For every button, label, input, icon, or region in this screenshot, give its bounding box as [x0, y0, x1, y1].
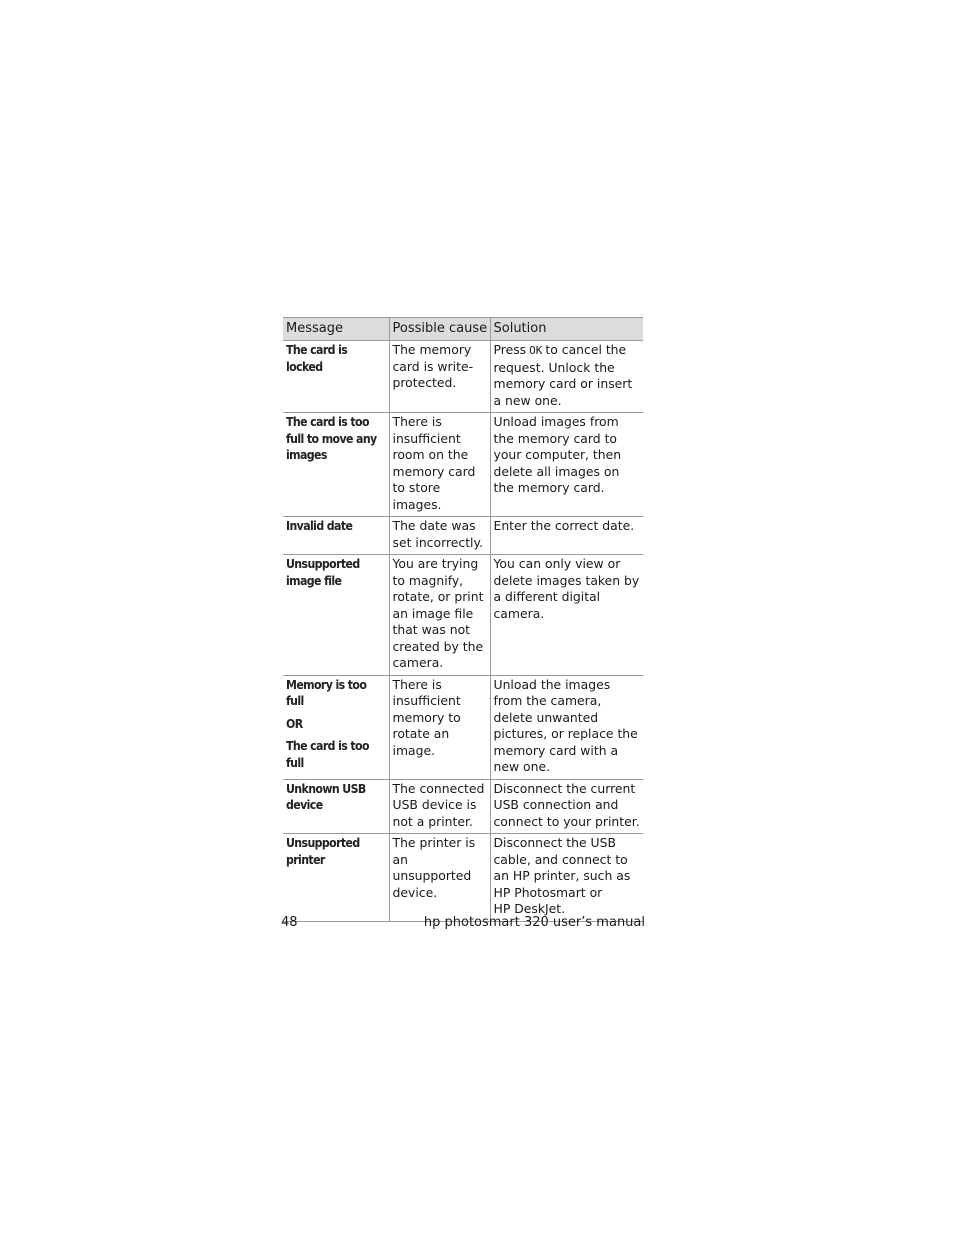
message-cell: Invalid date [283, 517, 389, 555]
table-row [283, 517, 643, 555]
solution-text: to cancel the request. Unlock the memory card or insert a new one. [493, 342, 633, 408]
solution-cell: Unload images from the memory card to your computer, then delete all images on the memory card. [490, 413, 643, 517]
table-row [283, 413, 643, 517]
solution-text: Press [493, 342, 527, 357]
cause-cell: There is insufficient memory to rotate an image. [389, 675, 490, 779]
message-cell: The card is too full to move any images [283, 413, 389, 517]
header-message: Message [283, 318, 389, 341]
message-cell: Unsupported image file [283, 555, 389, 676]
cause-cell: The memory card is write-protected. [389, 341, 490, 413]
message-cell [283, 675, 389, 779]
error-messages-table [283, 317, 643, 922]
table-row [283, 834, 643, 922]
message-or: OR [286, 716, 303, 731]
solution-cell: You can only view or delete images taken by a different digital camera. [490, 555, 643, 676]
message-line: Memory is too full [286, 677, 367, 708]
manual-title: hp photosmart 320 user’s manual [423, 915, 645, 930]
table-header-row [283, 318, 643, 341]
solution-cell: Unload the images from the camera, delete unwanted pictures, or replace the memory card with a new one. [490, 675, 643, 779]
header-possible-cause: Possible cause [389, 318, 490, 341]
cause-cell: There is insufficient room on the memory card to store images. [389, 413, 490, 517]
solution-cell [490, 834, 643, 922]
table-row [283, 555, 643, 676]
page-number: 48 [281, 915, 298, 930]
header-solution: Solution [490, 318, 643, 341]
cause-cell: The printer is an unsupported device. [389, 834, 490, 922]
solution-text: HP Photosmart or [493, 884, 603, 900]
solution-cell: Enter the correct date. [490, 517, 643, 555]
cause-cell: The date was set incorrectly. [389, 517, 490, 555]
solution-cell [490, 341, 643, 413]
solution-cell: Disconnect the current USB connection and connect to your printer. [490, 779, 643, 834]
solution-text: Disconnect the USB cable, and connect to an HP printer, such as [493, 835, 631, 883]
message-line: The card is too full [286, 739, 369, 770]
message-cell: Unsupported printer [283, 834, 389, 922]
ok-button-label: OK [529, 344, 543, 357]
solution-text: HP DeskJet. [493, 901, 566, 916]
table-row [283, 675, 643, 779]
message-cell: The card is locked [283, 341, 389, 413]
table-row [283, 341, 643, 413]
message-cell: Unknown USB device [283, 779, 389, 834]
table-row [283, 779, 643, 834]
cause-cell: You are trying to magnify, rotate, or print an image file that was not created by the camera. [389, 555, 490, 676]
cause-cell: The connected USB device is not a printer. [389, 779, 490, 834]
